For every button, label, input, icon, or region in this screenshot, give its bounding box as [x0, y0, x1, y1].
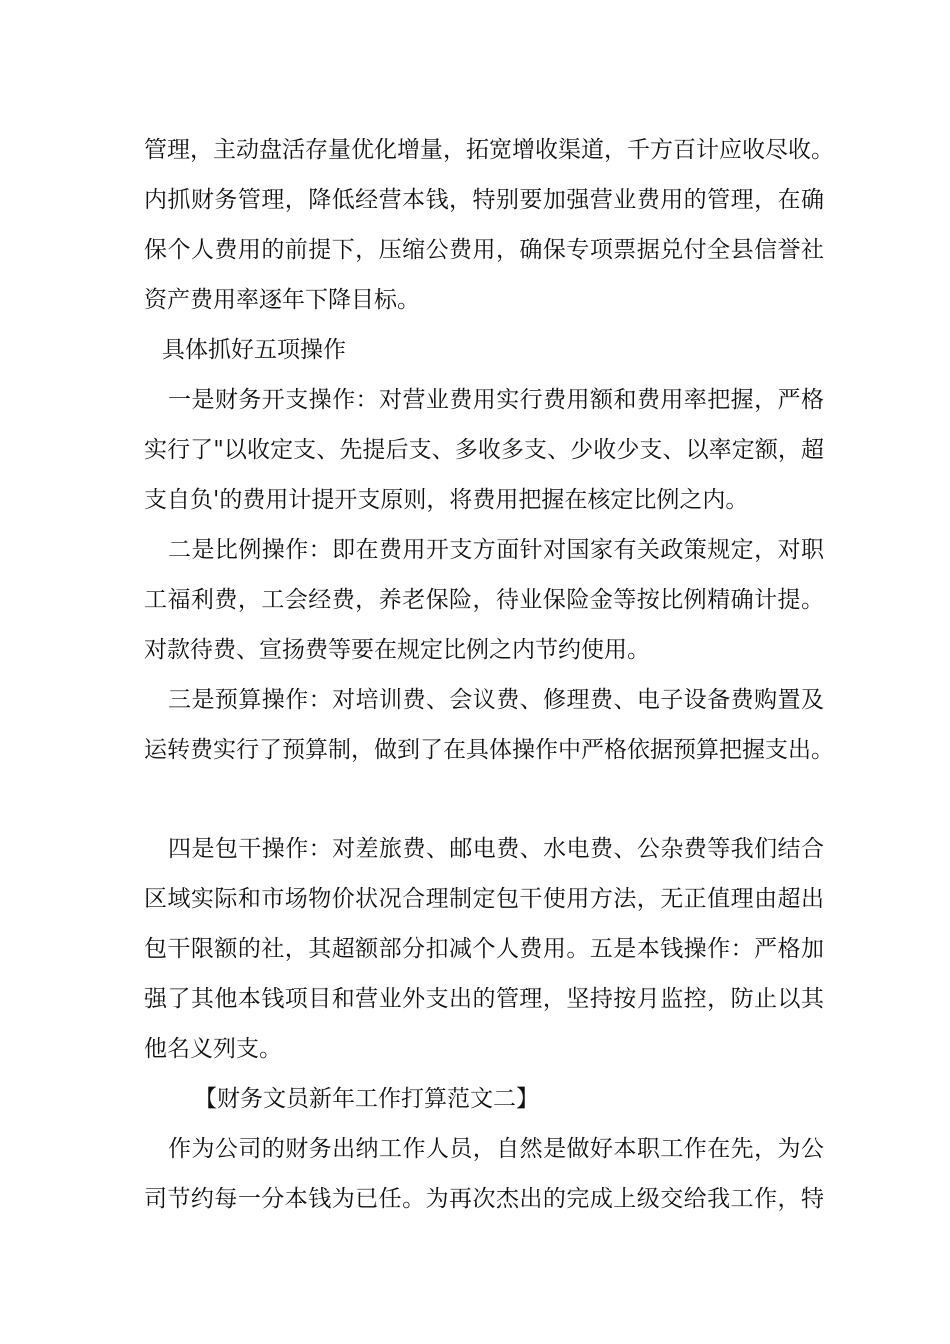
paragraph-line: 支自负'的费用计提开支原则，将费用把握在核定比例之内。	[144, 487, 749, 513]
paragraph-line: 作为公司的财务出纳工作人员，自然是做好本职工作在先，为公	[168, 1136, 824, 1162]
paragraph-line: 保个人费用的前提下，压缩公费用，确保专项票据兑付全县信誉社	[144, 237, 824, 263]
paragraph-line: 区域实际和市场物价状况合理制定包干使用方法，无正值理由超出	[144, 886, 824, 912]
paragraph-line: 四是包干操作：对差旅费、邮电费、水电费、公杂费等我们结合	[168, 836, 824, 862]
paragraph-line: 三是预算操作：对培训费、会议费、修理费、电子设备费购置及	[168, 687, 824, 713]
section-heading: 具体抓好五项操作	[162, 337, 346, 363]
paragraph-line: 工福利费，工会经费，养老保险，待业保险金等按比例精确计提。	[144, 587, 824, 613]
paragraph-line: 他名义列支。	[144, 1036, 282, 1062]
paragraph-line: 运转费实行了预算制，做到了在具体操作中严格依据预算把握支出。	[144, 737, 834, 763]
paragraph-line: 资产费用率逐年下降目标。	[144, 287, 420, 313]
paragraph-line: 内抓财务管理，降低经营本钱，特别要加强营业费用的管理，在确	[144, 187, 824, 213]
paragraph-line: 实行了"以收定支、先提后支、多收多支、少收少支、以率定额，超	[144, 437, 824, 463]
paragraph-line: 管理，主动盘活存量优化增量，拓宽增收渠道，千方百计应收尽收。	[144, 137, 834, 163]
paragraph-line: 司节约每一分本钱为已任。为再次杰出的完成上级交给我工作，特	[144, 1186, 824, 1212]
paragraph-line: 对款待费、宣扬费等要在规定比例之内节约使用。	[144, 637, 650, 663]
paragraph-line: 包干限额的社，其超额部分扣减个人费用。五是本钱操作：严格加	[144, 936, 824, 962]
paragraph-line: 一是财务开支操作：对营业费用实行费用额和费用率把握，严格	[168, 387, 824, 413]
paragraph-line: 强了其他本钱项目和营业外支出的管理，坚持按月监控，防止以其	[144, 986, 824, 1012]
section-title: 【财务文员新年工作打算范文二】	[194, 1086, 539, 1112]
paragraph-line: 二是比例操作：即在费用开支方面针对国家有关政策规定，对职	[168, 537, 824, 563]
